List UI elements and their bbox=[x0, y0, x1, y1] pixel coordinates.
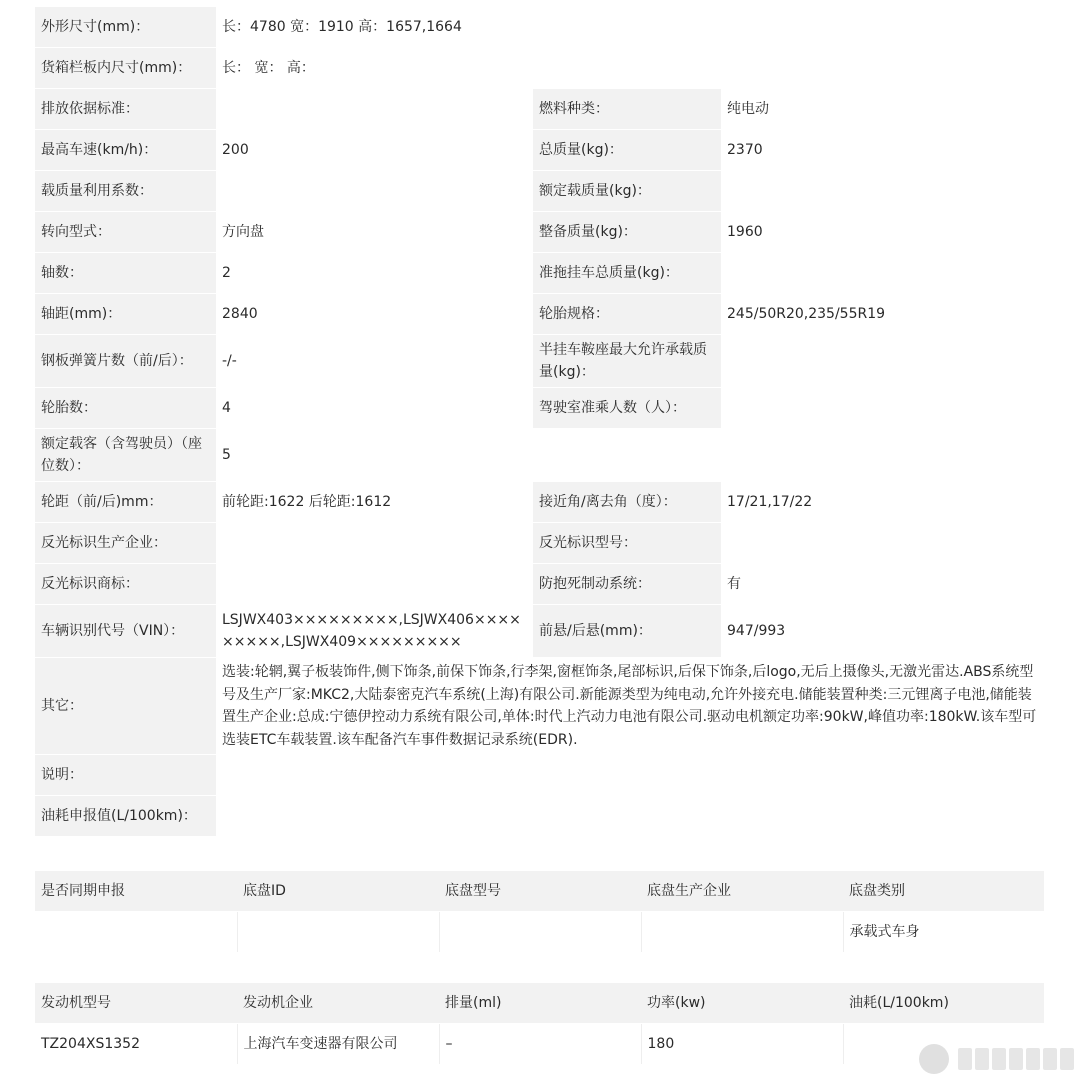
label-steering: 转向型式： bbox=[35, 212, 216, 253]
value-saddle-load bbox=[721, 335, 1044, 388]
label-curb-mass: 整备质量(kg)： bbox=[533, 212, 721, 253]
watermark bbox=[874, 1044, 1074, 1074]
label-track: 轮距（前/后)mm： bbox=[35, 482, 216, 523]
spec-row-emission bbox=[35, 89, 1044, 130]
watermark-glyph bbox=[1060, 1048, 1074, 1070]
engine-cell-model: TZ204XS1352 bbox=[35, 1024, 237, 1065]
spec-row-dimensions bbox=[35, 7, 1044, 48]
value-load-factor bbox=[216, 171, 533, 212]
engine-cell-displacement: – bbox=[439, 1024, 641, 1065]
value-overhang: 947/993 bbox=[721, 605, 1044, 658]
label-fuel-consumption: 油耗申报值(L/100km)： bbox=[35, 796, 216, 837]
value-rated-load bbox=[721, 171, 1044, 212]
engine-header-model: 发动机型号 bbox=[35, 983, 237, 1024]
value-total-mass: 2370 bbox=[721, 130, 1044, 171]
spec-row-notes bbox=[35, 755, 1044, 796]
spec-row-steering bbox=[35, 212, 1044, 253]
chassis-header-category: 底盘类别 bbox=[843, 871, 1044, 912]
spec-row-reflective-mfr bbox=[35, 523, 1044, 564]
value-dimensions: 长：4780 宽：1910 高：1657,1664 bbox=[216, 7, 1044, 48]
spec-row-fuel bbox=[35, 796, 1044, 837]
value-abs: 有 bbox=[721, 564, 1044, 605]
spec-row-wheelbase bbox=[35, 294, 1044, 335]
chassis-header-simultaneous: 是否同期申报 bbox=[35, 871, 237, 912]
label-trailer-mass: 准拖挂车总质量(kg)： bbox=[533, 253, 721, 294]
spec-row-reflective-mark bbox=[35, 564, 1044, 605]
label-reflective-model: 反光标识型号： bbox=[533, 523, 721, 564]
engine-header-row bbox=[35, 983, 1044, 1024]
value-max-speed: 200 bbox=[216, 130, 533, 171]
value-track: 前轮距:1622 后轮距:1612 bbox=[216, 482, 533, 523]
value-wheelbase: 2840 bbox=[216, 294, 533, 335]
label-fuel-type: 燃料种类： bbox=[533, 89, 721, 130]
spec-row-tires bbox=[35, 388, 1044, 429]
chassis-header-row bbox=[35, 871, 1044, 912]
engine-cell-power: 180 bbox=[641, 1024, 843, 1065]
vehicle-spec-document bbox=[35, 7, 1044, 1065]
label-approach-angle: 接近角/离去角（度）： bbox=[533, 482, 721, 523]
value-leaf-spring: -/- bbox=[216, 335, 533, 388]
label-rated-passengers: 额定载客（含驾驶员）（座位数）： bbox=[35, 429, 216, 482]
label-vin: 车辆识别代号（VIN）： bbox=[35, 605, 216, 658]
watermark-glyph bbox=[1009, 1048, 1023, 1070]
label-cab-passengers: 驾驶室准乘人数（人）： bbox=[533, 388, 721, 429]
label-saddle-load: 半挂车鞍座最大允许承载质量(kg)： bbox=[533, 335, 721, 388]
label-rated-load: 额定载质量(kg)： bbox=[533, 171, 721, 212]
value-other: 选装:轮辋,翼子板装饰件,侧下饰条,前保下饰条,行李架,窗框饰条,尾部标识,后保下饰条,后logo,无后上摄像头,无激光雷达.ABS系统型号及生产厂家:MKC2,大陆泰密克汽车系统(上海)有限公司.新能源类型为纯电动,允许外接充电.储能装置种类:三元锂离子电池,储能装置生产企业:总成:宁德伊控动力系统有限公司,单体:时代上汽动力电池有限公司.驱动电机额定功率:90kW,峰值功率:180kW.该车型可选装ETC车载装置.该车配备汽车事件数据记录系统(EDR). bbox=[216, 658, 1044, 755]
value-steering: 方向盘 bbox=[216, 212, 533, 253]
value-tire-spec: 245/50R20,235/55R19 bbox=[721, 294, 1044, 335]
value-axles: 2 bbox=[216, 253, 533, 294]
label-other: 其它： bbox=[35, 658, 216, 755]
watermark-glyph bbox=[958, 1048, 972, 1070]
label-total-mass: 总质量(kg)： bbox=[533, 130, 721, 171]
value-notes bbox=[216, 755, 1044, 796]
value-vin: LSJWX403×××××××××,LSJWX406×××××××××,LSJWX409××××××××× bbox=[216, 605, 533, 658]
label-dimensions: 外形尺寸(mm)： bbox=[35, 7, 216, 48]
spec-row-vin bbox=[35, 605, 1044, 658]
value-cab-passengers bbox=[721, 388, 1044, 429]
spec-row-track bbox=[35, 482, 1044, 523]
value-fuel-type: 纯电动 bbox=[721, 89, 1044, 130]
value-rated-passengers: 5 bbox=[216, 429, 1044, 482]
label-load-factor: 载质量利用系数： bbox=[35, 171, 216, 212]
engine-cell-company: 上海汽车变速器有限公司 bbox=[237, 1024, 439, 1065]
watermark-glyph bbox=[1043, 1048, 1057, 1070]
value-curb-mass: 1960 bbox=[721, 212, 1044, 253]
label-leaf-spring: 钢板弹簧片数（前/后）： bbox=[35, 335, 216, 388]
chassis-data-row bbox=[35, 912, 1044, 953]
value-cargo-box: 长： 宽： 高： bbox=[216, 48, 1044, 89]
label-emission-standard: 排放依据标准： bbox=[35, 89, 216, 130]
value-emission-standard bbox=[216, 89, 533, 130]
label-reflective-brand: 反光标识商标： bbox=[35, 564, 216, 605]
value-tire-count: 4 bbox=[216, 388, 533, 429]
engine-header-displacement: 排量(ml) bbox=[439, 983, 641, 1024]
chassis-cell-model bbox=[439, 912, 641, 953]
watermark-glyph bbox=[992, 1048, 1006, 1070]
chassis-cell-category: 承载式车身 bbox=[843, 912, 1044, 953]
chassis-header-id: 底盘ID bbox=[237, 871, 439, 912]
label-tire-count: 轮胎数： bbox=[35, 388, 216, 429]
spec-row-passengers bbox=[35, 429, 1044, 482]
label-cargo-box: 货箱栏板内尺寸(mm)： bbox=[35, 48, 216, 89]
watermark-logo-icon bbox=[919, 1044, 949, 1074]
value-reflective-mfr bbox=[216, 523, 533, 564]
label-tire-spec: 轮胎规格： bbox=[533, 294, 721, 335]
label-wheelbase: 轴距(mm)： bbox=[35, 294, 216, 335]
value-reflective-model bbox=[721, 523, 1044, 564]
spec-row-leaf-spring bbox=[35, 335, 1044, 388]
engine-header-company: 发动机企业 bbox=[237, 983, 439, 1024]
chassis-table bbox=[35, 871, 1044, 953]
value-reflective-brand bbox=[216, 564, 533, 605]
chassis-header-model: 底盘型号 bbox=[439, 871, 641, 912]
watermark-glyph bbox=[975, 1048, 989, 1070]
engine-header-power: 功率(kw) bbox=[641, 983, 843, 1024]
label-axles: 轴数： bbox=[35, 253, 216, 294]
value-fuel-consumption bbox=[216, 796, 1044, 837]
label-max-speed: 最高车速(km/h)： bbox=[35, 130, 216, 171]
label-abs: 防抱死制动系统： bbox=[533, 564, 721, 605]
spec-table bbox=[35, 7, 1044, 837]
engine-header-fuel: 油耗(L/100km) bbox=[843, 983, 1044, 1024]
label-reflective-mfr: 反光标识生产企业： bbox=[35, 523, 216, 564]
chassis-cell-manufacturer bbox=[641, 912, 843, 953]
watermark-glyph bbox=[1026, 1048, 1040, 1070]
label-notes: 说明： bbox=[35, 755, 216, 796]
value-trailer-mass bbox=[721, 253, 1044, 294]
spec-row-axles bbox=[35, 253, 1044, 294]
spec-row-cargo-box bbox=[35, 48, 1044, 89]
chassis-header-manufacturer: 底盘生产企业 bbox=[641, 871, 843, 912]
spec-row-other bbox=[35, 658, 1044, 755]
spec-row-speed bbox=[35, 130, 1044, 171]
chassis-cell-id bbox=[237, 912, 439, 953]
chassis-cell-simultaneous bbox=[35, 912, 237, 953]
label-overhang: 前悬/后悬(mm)： bbox=[533, 605, 721, 658]
spec-row-load-factor bbox=[35, 171, 1044, 212]
value-approach-angle: 17/21,17/22 bbox=[721, 482, 1044, 523]
